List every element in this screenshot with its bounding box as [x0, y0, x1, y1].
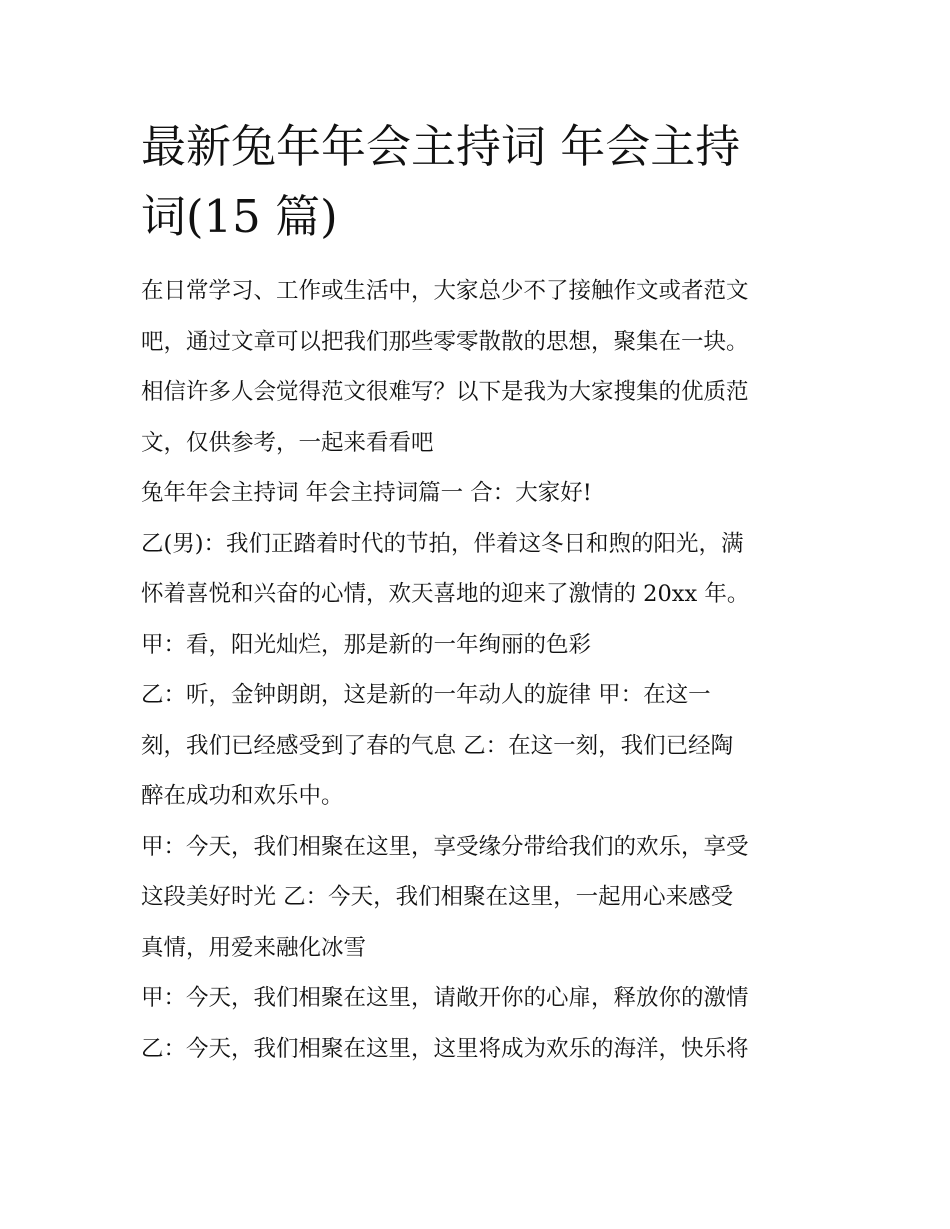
body-line: 文，仅供参考，一起来看看吧	[141, 429, 434, 456]
document-title-line-2: 词(15 篇)	[141, 190, 338, 243]
body-line: 真情，用爱来融化冰雪	[141, 934, 367, 961]
body-line: 甲：看，阳光灿烂，那是新的一年绚丽的色彩	[141, 631, 592, 658]
document-body	[141, 266, 821, 1074]
body-line: 在日常学习、工作或生活中，大家总少不了接触作文或者范文	[141, 278, 749, 304]
body-line: 甲：今天，我们相聚在这里，请敞开你的心扉，释放你的激情	[141, 985, 749, 1011]
body-line: 这段美好时光 乙：今天，我们相聚在这里，一起用心来感受	[141, 884, 734, 910]
document-title-line-1: 最新兔年年会主持词 年会主持	[141, 120, 741, 173]
body-line: 甲：今天，我们相聚在这里，享受缘分带给我们的欢乐，享受	[141, 833, 749, 860]
body-line: 刻，我们已经感受到了春的气息 乙：在这一刻，我们已经陶	[141, 732, 734, 759]
body-line: 相信许多人会觉得范文很难写？以下是我为大家搜集的优质范	[141, 379, 749, 405]
body-line: 怀着喜悦和兴奋的心情，欢天喜地的迎来了激情的 20xx 年。	[141, 581, 750, 607]
body-line: 乙：听，金钟朗朗，这是新的一年动人的旋律 甲：在这一	[141, 682, 711, 708]
body-line: 醉在成功和欢乐中。	[141, 783, 344, 809]
body-line: 乙：今天，我们相聚在这里，这里将成为欢乐的海洋，快乐将	[141, 1035, 749, 1062]
document-content	[141, 112, 821, 1074]
body-line: 乙(男)：我们正踏着时代的节拍，伴着这冬日和煦的阳光，满	[141, 530, 744, 557]
body-line: 兔年年会主持词 年会主持词篇一 合：大家好!	[141, 480, 592, 506]
body-line: 吧，通过文章可以把我们那些零零散散的思想，聚集在一块。	[141, 328, 749, 355]
